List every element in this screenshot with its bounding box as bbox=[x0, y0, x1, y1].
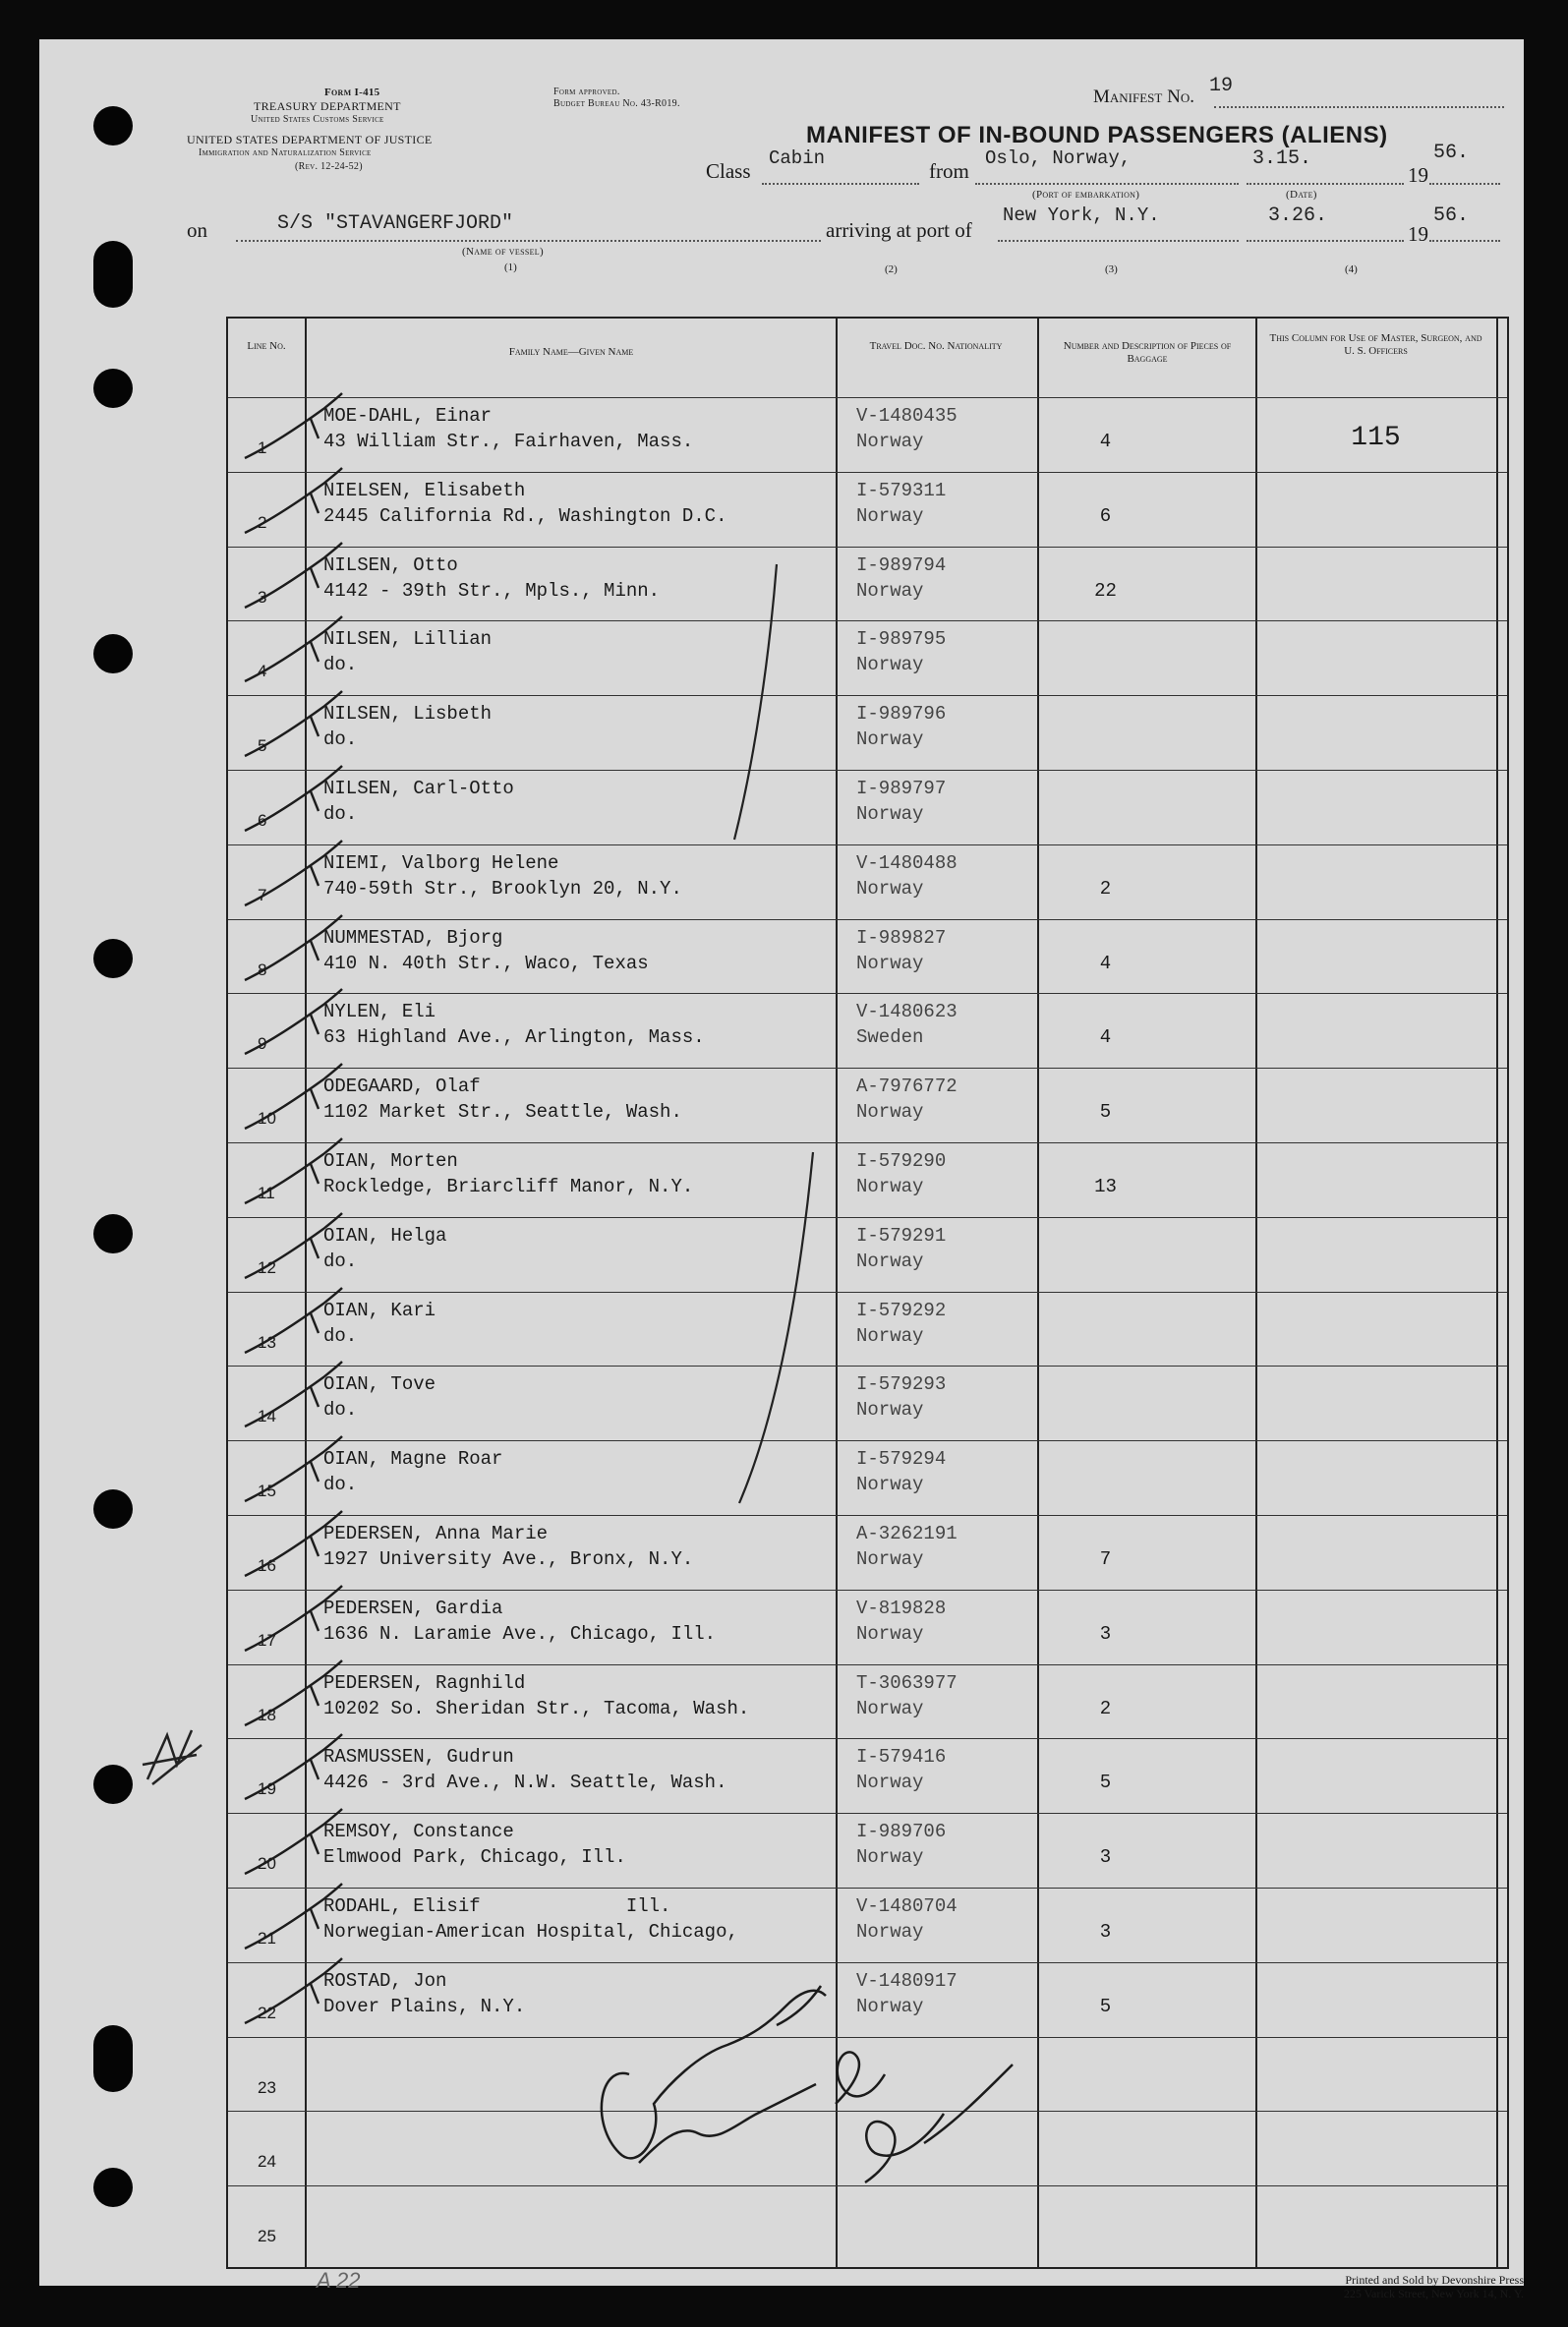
line-number: 22 bbox=[258, 2003, 276, 2022]
nationality: Norway bbox=[856, 1846, 924, 1869]
class-line bbox=[762, 183, 919, 185]
row-divider bbox=[228, 844, 1507, 845]
table-row bbox=[228, 1440, 1507, 1515]
margin-mark bbox=[138, 1725, 216, 1794]
punch-hole bbox=[93, 1765, 133, 1804]
travel-doc-number: A-7976772 bbox=[856, 1076, 958, 1098]
form-rev: (Rev. 12-24-52) bbox=[295, 161, 363, 172]
arrival-port-line bbox=[998, 240, 1239, 242]
passenger-name: NIELSEN, Elisabeth bbox=[323, 479, 526, 501]
year-2: 56. bbox=[1433, 204, 1470, 227]
baggage-count: 4 bbox=[1099, 431, 1112, 452]
table-row bbox=[228, 695, 1507, 770]
printer-line-1: Printed and Sold by Devonshire Press bbox=[1345, 2273, 1524, 2287]
passenger-name: PEDERSEN, Ragnhild bbox=[323, 1671, 526, 1694]
baggage-count: 5 bbox=[1099, 1995, 1112, 2017]
table-row bbox=[228, 1738, 1507, 1813]
passenger-name: NYLEN, Eli bbox=[323, 1001, 436, 1023]
nationality: Norway bbox=[856, 654, 924, 676]
travel-doc-number: I-579416 bbox=[856, 1746, 947, 1769]
table-row bbox=[228, 547, 1507, 621]
passenger-address: 2445 California Rd., Washington D.C. bbox=[323, 504, 727, 527]
row-divider bbox=[228, 397, 1507, 398]
punch-hole bbox=[93, 939, 133, 978]
passenger-name: PEDERSEN, Anna Marie bbox=[323, 1523, 549, 1544]
form-number: Form I-415 bbox=[324, 87, 380, 98]
table-row bbox=[228, 397, 1507, 472]
travel-doc-number: V-1480488 bbox=[856, 851, 958, 874]
travel-doc-number: I-579290 bbox=[856, 1150, 947, 1172]
passenger-address: do. bbox=[323, 1250, 358, 1272]
line-number: 13 bbox=[258, 1332, 276, 1352]
baggage-count: 3 bbox=[1099, 1921, 1112, 1943]
nationality: Norway bbox=[856, 1548, 924, 1570]
vessel-line bbox=[236, 240, 821, 242]
justice-name: UNITED STATES DEPARTMENT OF JUSTICE bbox=[187, 133, 433, 146]
baggage-count: 2 bbox=[1099, 877, 1112, 900]
nationality: Norway bbox=[856, 1250, 924, 1272]
passenger-name: ODEGAARD, Olaf bbox=[323, 1076, 481, 1098]
passenger-name: OIAN, Tove bbox=[323, 1373, 436, 1396]
line-number: 12 bbox=[258, 1257, 276, 1277]
printer-line-2: 225 Varick Street, New York 14, N. Y. bbox=[1343, 2287, 1524, 2300]
baggage-count: 7 bbox=[1099, 1548, 1112, 1570]
passenger-address: 10202 So. Sheridan Str., Tacoma, Wash. bbox=[323, 1697, 750, 1719]
line-number: 14 bbox=[258, 1407, 276, 1426]
form-approved: Form approved. bbox=[553, 87, 620, 97]
baggage-count: 2 bbox=[1099, 1697, 1112, 1719]
nationality: Norway bbox=[856, 1921, 924, 1943]
col-header-line: Line No. bbox=[247, 340, 286, 352]
baggage-count: 5 bbox=[1099, 1772, 1112, 1794]
travel-doc-number: V-819828 bbox=[856, 1597, 947, 1619]
passenger-address: do. bbox=[323, 728, 358, 751]
line-number: 5 bbox=[258, 736, 267, 756]
passenger-address: 1636 N. Laramie Ave., Chicago, Ill. bbox=[323, 1622, 717, 1645]
table-row bbox=[228, 770, 1507, 844]
nationality: Norway bbox=[856, 877, 924, 900]
travel-doc-number: I-579294 bbox=[856, 1448, 947, 1471]
manifest-no-value: 19 bbox=[1209, 75, 1234, 97]
row-divider bbox=[228, 1888, 1507, 1889]
passenger-name: RASMUSSEN, Gudrun bbox=[323, 1746, 514, 1769]
margin-note: A 22 bbox=[317, 2268, 361, 2293]
line-number: 10 bbox=[258, 1109, 276, 1129]
baggage-count: 5 bbox=[1099, 1101, 1112, 1124]
passenger-name: OIAN, Helga bbox=[323, 1224, 447, 1247]
row-divider bbox=[228, 547, 1507, 548]
passenger-name: PEDERSEN, Gardia bbox=[323, 1597, 503, 1619]
line-number: 1 bbox=[258, 438, 267, 457]
passenger-name: RODAHL, Elisif Ill. bbox=[323, 1895, 671, 1917]
col-header-baggage: Number and Description of Pieces of Baggage bbox=[1063, 340, 1232, 365]
passenger-name: NILSEN, Carl-Otto bbox=[323, 778, 514, 799]
line-number: 11 bbox=[258, 1184, 275, 1202]
embark-caption: (Port of embarkation) bbox=[1032, 189, 1140, 201]
line-number: 19 bbox=[258, 1779, 276, 1799]
col-header-doc: Travel Doc. No. Nationality bbox=[869, 340, 1003, 352]
line-number: 16 bbox=[258, 1556, 276, 1575]
row-divider bbox=[228, 1217, 1507, 1218]
row-divider bbox=[228, 1738, 1507, 1739]
nationality: Norway bbox=[856, 579, 924, 602]
table-row bbox=[228, 1068, 1507, 1142]
punch-hole bbox=[93, 2168, 133, 2207]
passenger-name: REMSOY, Constance bbox=[323, 1821, 514, 1843]
travel-doc-number: I-579292 bbox=[856, 1299, 947, 1321]
row-divider bbox=[228, 919, 1507, 920]
passenger-address: 1102 Market Str., Seattle, Wash. bbox=[323, 1101, 682, 1124]
row-divider bbox=[228, 1515, 1507, 1516]
col-header-officers: This Column for Use of Master, Surgeon, and U. S. Officers bbox=[1269, 332, 1482, 357]
col-num-4: (4) bbox=[1345, 263, 1358, 275]
nationality: Norway bbox=[856, 1101, 924, 1124]
year-prefix-2: 19 bbox=[1408, 222, 1428, 246]
travel-doc-number: I-989794 bbox=[856, 553, 947, 576]
nationality: Norway bbox=[856, 1474, 924, 1496]
passenger-address: do. bbox=[323, 1324, 358, 1347]
travel-doc-number: I-579293 bbox=[856, 1373, 947, 1396]
year-line-2 bbox=[1429, 240, 1500, 242]
year-prefix-1: 19 bbox=[1408, 163, 1428, 187]
table-row bbox=[228, 993, 1507, 1068]
line-number: 8 bbox=[258, 960, 267, 979]
year-1: 56. bbox=[1433, 142, 1470, 164]
from-line bbox=[975, 183, 1239, 185]
passenger-address: do. bbox=[323, 1474, 358, 1496]
date-caption: (Date) bbox=[1286, 189, 1317, 201]
passenger-address: 410 N. 40th Str., Waco, Texas bbox=[323, 952, 649, 974]
row-divider bbox=[228, 770, 1507, 771]
line-number: 17 bbox=[258, 1630, 276, 1650]
col-num-2: (2) bbox=[885, 263, 898, 275]
passenger-name: NILSEN, Lillian bbox=[323, 628, 493, 651]
table-row bbox=[228, 1217, 1507, 1292]
travel-doc-number: A-3262191 bbox=[856, 1523, 958, 1544]
budget-bureau: Budget Bureau No. 43-R019. bbox=[553, 98, 680, 109]
travel-doc-number: T-3063977 bbox=[856, 1671, 958, 1694]
passenger-name: NUMMESTAD, Bjorg bbox=[323, 926, 503, 949]
punch-hole bbox=[93, 2025, 133, 2092]
table-row bbox=[228, 1142, 1507, 1217]
row-divider bbox=[228, 1292, 1507, 1293]
row-divider bbox=[228, 472, 1507, 473]
line-number: 4 bbox=[258, 662, 267, 681]
nationality: Norway bbox=[856, 1622, 924, 1645]
line-number: 3 bbox=[258, 587, 267, 607]
manifest-page bbox=[39, 39, 1524, 2300]
table-row bbox=[228, 844, 1507, 919]
passenger-name: OIAN, Magne Roar bbox=[323, 1448, 503, 1471]
travel-doc-number: I-989797 bbox=[856, 778, 947, 799]
passenger-name: OIAN, Morten bbox=[323, 1150, 458, 1172]
travel-doc-number: I-989827 bbox=[856, 926, 947, 949]
passenger-address: 740-59th Str., Brooklyn 20, N.Y. bbox=[323, 877, 682, 900]
travel-doc-number: V-1480435 bbox=[856, 405, 958, 427]
from-port: Oslo, Norway, bbox=[985, 147, 1132, 169]
nationality: Norway bbox=[856, 1995, 924, 2017]
punch-hole bbox=[93, 369, 133, 408]
nationality: Norway bbox=[856, 1324, 924, 1347]
line-number: 6 bbox=[258, 811, 267, 830]
punch-hole bbox=[93, 1214, 133, 1253]
table-row bbox=[228, 1515, 1507, 1590]
passenger-address: do. bbox=[323, 654, 358, 676]
passenger-address: 1927 University Ave., Bronx, N.Y. bbox=[323, 1548, 694, 1570]
nationality: Norway bbox=[856, 504, 924, 527]
passenger-name: NIEMI, Valborg Helene bbox=[323, 851, 559, 874]
on-label: on bbox=[187, 218, 207, 242]
row-divider bbox=[228, 1068, 1507, 1069]
table-row bbox=[228, 1813, 1507, 1888]
row-divider bbox=[228, 1142, 1507, 1143]
baggage-count: 22 bbox=[1094, 579, 1117, 602]
row-divider bbox=[228, 1813, 1507, 1814]
ins-name: Immigration and Naturalization Service bbox=[199, 147, 372, 158]
baggage-count: 3 bbox=[1099, 1846, 1112, 1869]
table-row bbox=[228, 620, 1507, 695]
travel-doc-number: V-1480623 bbox=[856, 1001, 958, 1023]
nationality: Norway bbox=[856, 1697, 924, 1719]
arrival-date-line bbox=[1247, 240, 1404, 242]
row-divider bbox=[228, 1962, 1507, 1963]
line-number: 2 bbox=[258, 512, 267, 532]
passenger-name: NILSEN, Lisbeth bbox=[323, 703, 493, 726]
nationality: Norway bbox=[856, 728, 924, 751]
travel-doc-number: I-579291 bbox=[856, 1224, 947, 1247]
baggage-count: 3 bbox=[1099, 1622, 1112, 1645]
from-label: from bbox=[929, 159, 969, 183]
travel-doc-number: V-1480917 bbox=[856, 1969, 958, 1992]
row-divider bbox=[228, 1664, 1507, 1665]
punch-hole bbox=[93, 106, 133, 145]
row-divider bbox=[228, 993, 1507, 994]
nationality: Norway bbox=[856, 1176, 924, 1197]
nationality: Norway bbox=[856, 952, 924, 974]
punch-hole bbox=[93, 634, 133, 673]
line-number: 20 bbox=[258, 1854, 276, 1874]
passenger-address: do. bbox=[323, 803, 358, 825]
year-line-1 bbox=[1429, 183, 1500, 185]
customs-name: United States Customs Service bbox=[251, 114, 384, 125]
arrival-port: New York, N.Y. bbox=[1003, 204, 1160, 226]
travel-doc-number: I-989795 bbox=[856, 628, 947, 651]
vessel-caption: (Name of vessel) bbox=[462, 246, 544, 258]
baggage-count: 13 bbox=[1094, 1176, 1117, 1197]
row-divider bbox=[228, 1440, 1507, 1441]
table-row bbox=[228, 1292, 1507, 1367]
line-number: 18 bbox=[258, 1705, 276, 1724]
passenger-address: 4142 - 39th Str., Mpls., Minn. bbox=[323, 579, 661, 602]
dept-name: TREASURY DEPARTMENT bbox=[254, 99, 401, 113]
baggage-count: 4 bbox=[1099, 1026, 1112, 1049]
line-number: 25 bbox=[258, 2227, 276, 2246]
line-number: 24 bbox=[258, 2152, 276, 2172]
table-row bbox=[228, 1366, 1507, 1440]
nationality: Sweden bbox=[856, 1026, 924, 1049]
row-divider bbox=[228, 1366, 1507, 1367]
table-row bbox=[228, 472, 1507, 547]
passenger-name: NILSEN, Otto bbox=[323, 553, 458, 576]
travel-doc-number: I-989796 bbox=[856, 703, 947, 726]
nationality: Norway bbox=[856, 1399, 924, 1422]
row-divider bbox=[228, 1590, 1507, 1591]
nationality: Norway bbox=[856, 1772, 924, 1794]
line-number: 21 bbox=[258, 1929, 276, 1948]
line-number: 23 bbox=[258, 2077, 276, 2097]
nationality: Norway bbox=[856, 431, 924, 452]
manifest-no-line bbox=[1214, 106, 1504, 108]
line-number: 9 bbox=[258, 1034, 267, 1054]
passenger-address: Elmwood Park, Chicago, Ill. bbox=[323, 1846, 626, 1869]
row-divider bbox=[228, 620, 1507, 621]
travel-doc-number: I-989706 bbox=[856, 1821, 947, 1843]
manifest-no-label: Manifest No. bbox=[1093, 87, 1194, 107]
passenger-name: ROSTAD, Jon bbox=[323, 1969, 447, 1992]
passenger-address: Rockledge, Briarcliff Manor, N.Y. bbox=[323, 1176, 694, 1197]
col-num-1: (1) bbox=[504, 262, 517, 273]
passenger-address: 43 William Str., Fairhaven, Mass. bbox=[323, 431, 694, 452]
class-label: Class bbox=[706, 159, 751, 183]
col-num-3: (3) bbox=[1105, 263, 1118, 275]
punch-hole bbox=[93, 241, 133, 308]
table-row bbox=[228, 919, 1507, 994]
passenger-name: MOE-DAHL, Einar bbox=[323, 405, 493, 427]
printer-footer bbox=[1209, 2273, 1524, 2300]
baggage-count: 6 bbox=[1099, 504, 1112, 527]
passenger-address: 4426 - 3rd Ave., N.W. Seattle, Wash. bbox=[323, 1772, 727, 1794]
baggage-count: 4 bbox=[1099, 952, 1112, 974]
punch-hole bbox=[93, 1489, 133, 1529]
row-divider bbox=[228, 695, 1507, 696]
table-row bbox=[228, 1590, 1507, 1664]
passenger-address: do. bbox=[323, 1399, 358, 1422]
passenger-name: OIAN, Kari bbox=[323, 1299, 436, 1321]
table-row bbox=[228, 1664, 1507, 1739]
arriving-label: arriving at port of bbox=[826, 218, 972, 242]
table-row bbox=[228, 1888, 1507, 1962]
travel-doc-number: I-579311 bbox=[856, 479, 947, 501]
passenger-address: Norwegian-American Hospital, Chicago, bbox=[323, 1921, 738, 1943]
manifest-title: MANIFEST OF IN-BOUND PASSENGERS (ALIENS) bbox=[806, 122, 1388, 148]
vessel-name: S/S "STAVANGERFJORD" bbox=[277, 212, 514, 235]
arrival-date: 3.26. bbox=[1268, 204, 1328, 227]
class-value: Cabin bbox=[769, 147, 826, 169]
travel-doc-number: V-1480704 bbox=[856, 1895, 958, 1917]
line-number: 15 bbox=[258, 1482, 276, 1501]
handwritten-signature bbox=[570, 1966, 1042, 2261]
line-number: 7 bbox=[258, 885, 267, 904]
passenger-address: Dover Plains, N.Y. bbox=[323, 1995, 526, 2017]
from-date: 3.15. bbox=[1252, 147, 1312, 170]
from-date-line bbox=[1247, 183, 1404, 185]
nationality: Norway bbox=[856, 803, 924, 825]
col-header-name: Family Name—Given Name bbox=[508, 346, 634, 358]
officer-note: 115 bbox=[1351, 423, 1401, 453]
passenger-address: 63 Highland Ave., Arlington, Mass. bbox=[323, 1026, 705, 1049]
